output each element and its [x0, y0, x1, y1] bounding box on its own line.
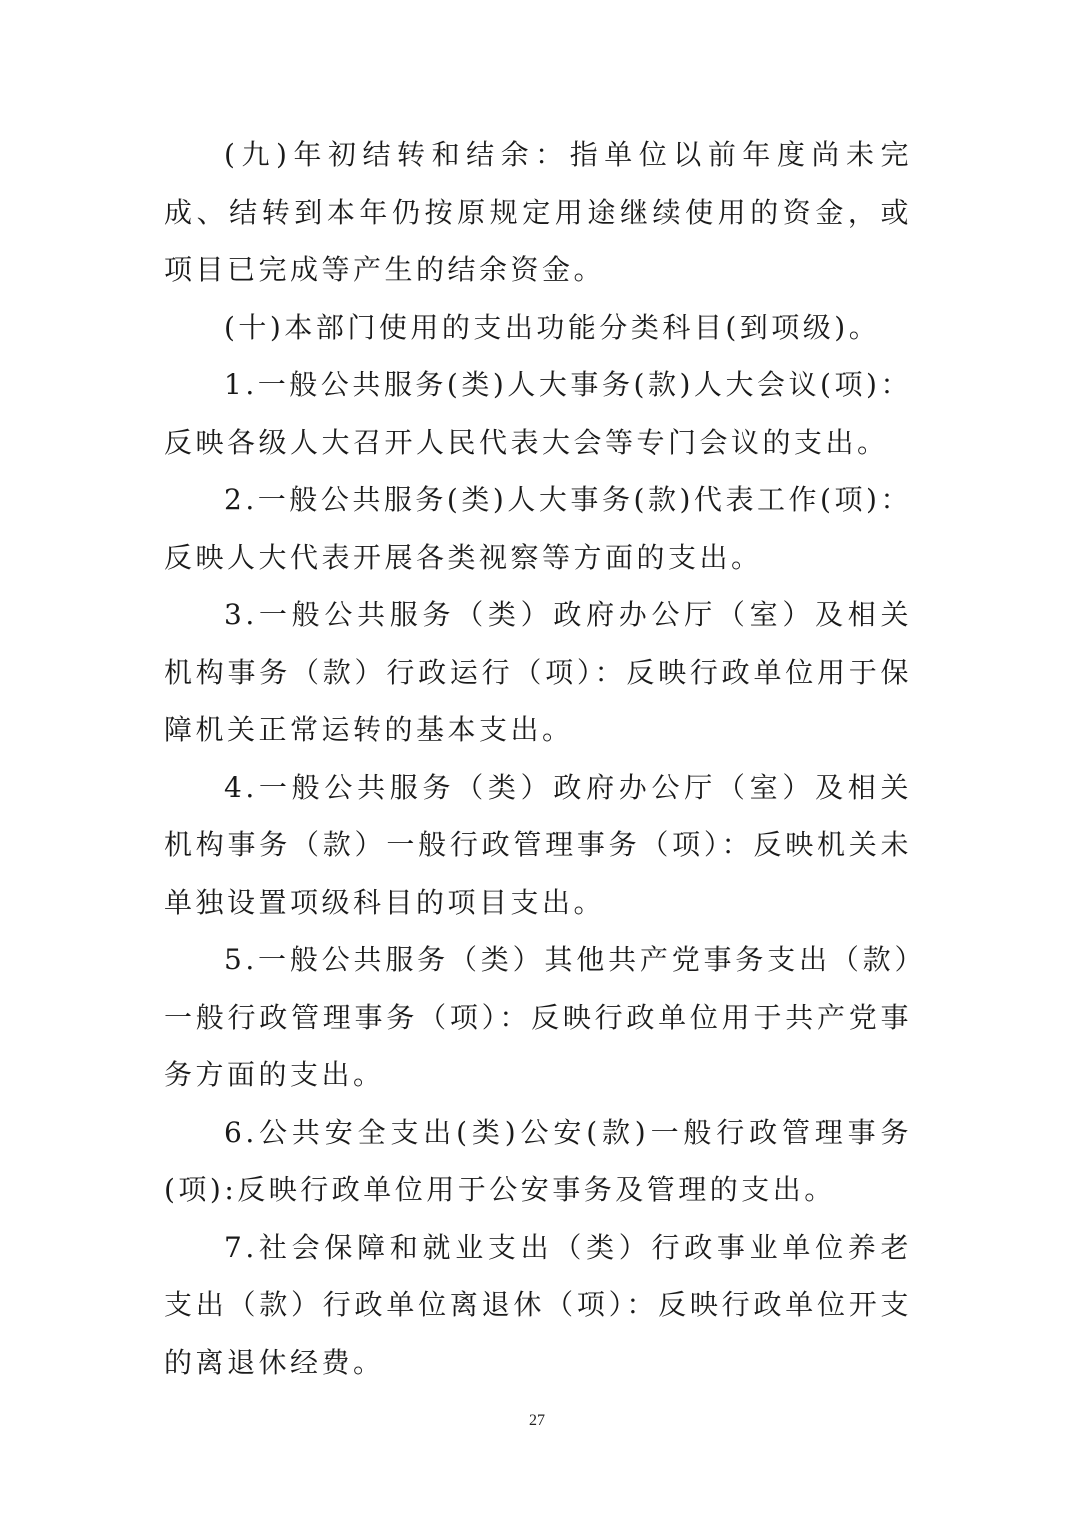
paragraph-expenditure-categories: (十)本部门使用的支出功能分类科目(到项级)。: [224, 310, 881, 344]
body-text: [164, 126, 912, 1391]
paragraph-item-6: 6.公共安全支出(类)公安(款)一般行政管理事务(项):反映行政单位用于公安事务及管理的支出。: [164, 1115, 912, 1206]
paragraph-item-2: 2.一般公共服务(类)人大事务(款)代表工作(项)：反映人大代表开展各类视察等方面的支出。: [164, 483, 912, 574]
paragraph-item-7: 7.社会保障和就业支出（类）行政事业单位养老支出（款）行政单位离退休（项）：反映行政单位开支的离退休经费。: [164, 1230, 912, 1379]
paragraph-carryover-balance: (九)年初结转和结余：指单位以前年度尚未完成、结转到本年仍按原规定用途继续使用的资金，或项目已完成等产生的结余资金。: [164, 138, 912, 286]
paragraph-item-1: 1.一般公共服务(类)人大事务(款)人大会议(项)：反映各级人大召开人民代表大会等专门会议的支出。: [164, 368, 912, 459]
paragraph-item-4: 4.一般公共服务（类）政府办公厅（室）及相关机构事务（款）一般行政管理事务（项）：反映机关未单独设置项级科目的项目支出。: [164, 770, 912, 919]
paragraph-item-5: 5.一般公共服务（类）其他共产党事务支出（款）一般行政管理事务（项）：反映行政单位用于共产党事务方面的支出。: [164, 943, 912, 1091]
paragraph-item-3: 3.一般公共服务（类）政府办公厅（室）及相关机构事务（款）行政运行（项）：反映行政单位用于保障机关正常运转的基本支出。: [164, 598, 912, 746]
page-number: 27: [529, 1412, 545, 1429]
